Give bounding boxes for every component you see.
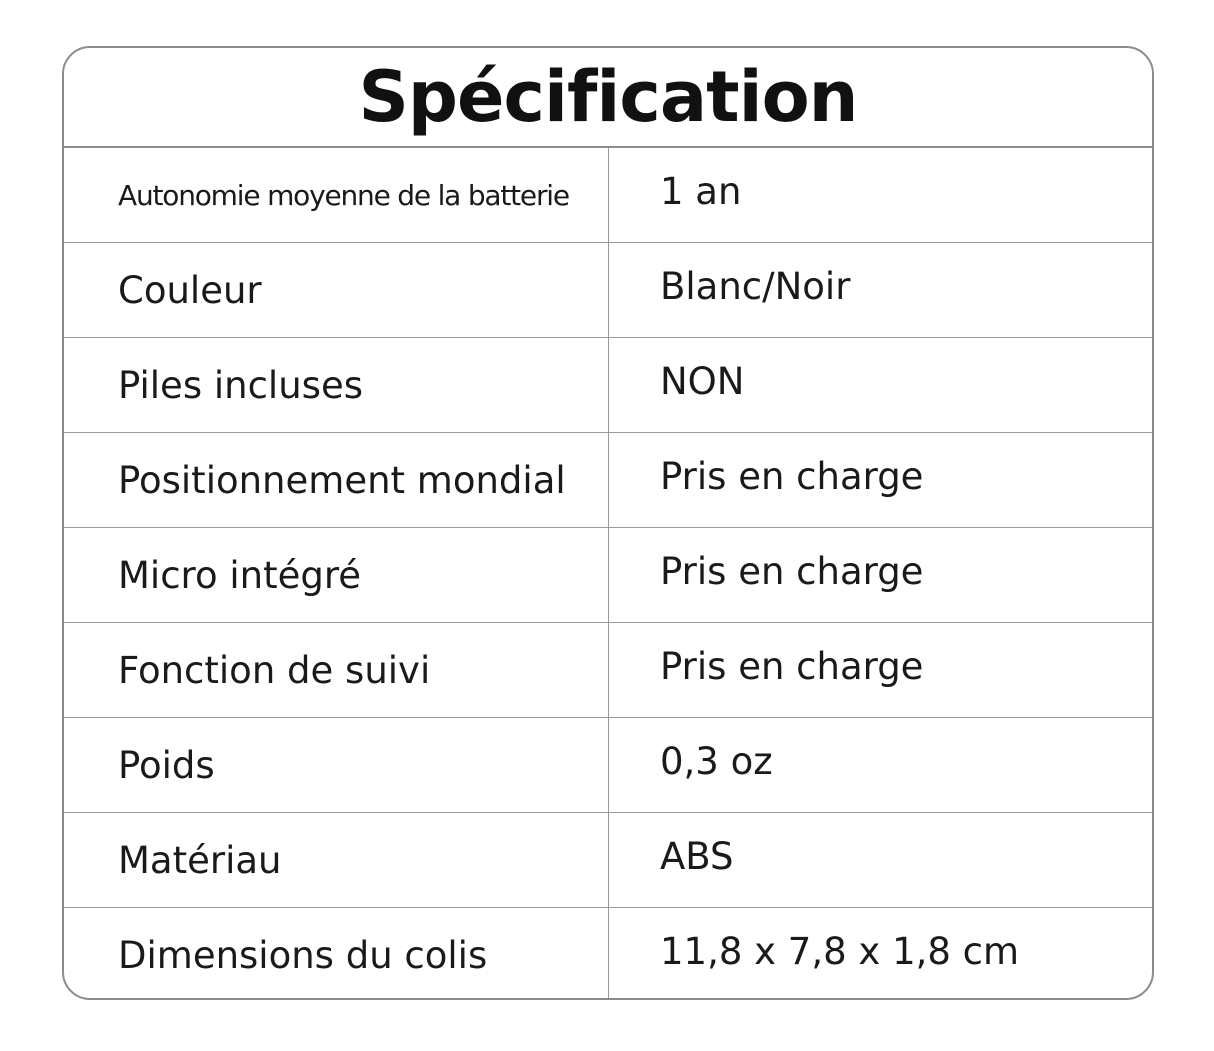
spec-value: Pris en charge <box>660 549 924 593</box>
table-row <box>64 338 1152 433</box>
spec-label: Autonomie moyenne de la batterie <box>64 148 609 242</box>
table-row <box>64 243 1152 338</box>
spec-label: Dimensions du colis <box>64 908 609 1000</box>
spec-value: Blanc/Noir <box>660 264 851 308</box>
spec-label: Matériau <box>64 813 609 907</box>
spec-value: ABS <box>660 834 734 878</box>
spec-value: Pris en charge <box>660 454 924 498</box>
table-row <box>64 528 1152 623</box>
table-row <box>64 148 1152 243</box>
spec-value: 11,8 x 7,8 x 1,8 cm <box>660 930 1020 973</box>
table-row <box>64 433 1152 528</box>
spec-label: Couleur <box>64 243 609 337</box>
spec-table <box>62 46 1154 1000</box>
spec-title: Spécification <box>64 48 1152 148</box>
table-row <box>64 908 1152 1000</box>
spec-value: 1 an <box>660 169 742 213</box>
spec-label: Poids <box>64 718 609 812</box>
table-row <box>64 623 1152 718</box>
table-row <box>64 718 1152 813</box>
spec-value: Pris en charge <box>660 644 924 688</box>
spec-value: 0,3 oz <box>660 739 773 783</box>
spec-value: NON <box>660 359 745 403</box>
spec-label: Piles incluses <box>64 338 609 432</box>
spec-label: Fonction de suivi <box>64 623 609 717</box>
spec-label: Micro intégré <box>64 528 609 622</box>
table-row <box>64 813 1152 908</box>
spec-label: Positionnement mondial <box>64 433 609 527</box>
